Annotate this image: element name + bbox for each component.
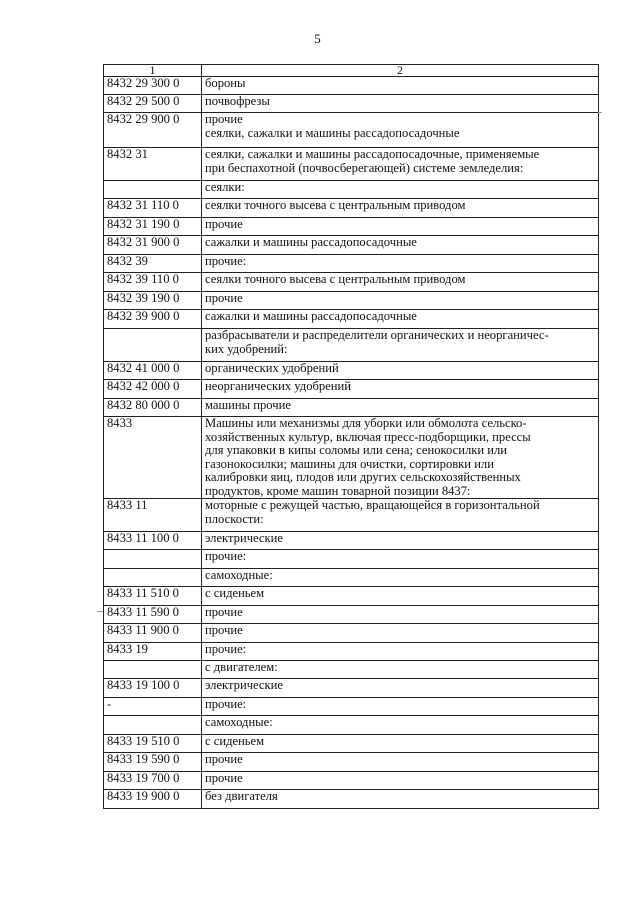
description-line: самоходные: <box>205 715 273 729</box>
description-line: сеялки, сажалки и машины рассадопосадочные <box>205 125 460 140</box>
table-body <box>104 77 599 809</box>
description-line: неорганических удобрений <box>205 379 352 393</box>
table-row <box>104 624 599 643</box>
table-row <box>104 772 599 790</box>
code-cell: 8433 <box>104 417 202 499</box>
description-line: прочие <box>205 752 243 766</box>
description-line: машины прочие <box>205 398 291 412</box>
description-cell <box>202 236 599 255</box>
description-line: прочие <box>205 771 243 785</box>
table-row <box>104 236 599 255</box>
description-line: самоходные: <box>205 568 273 582</box>
code-cell: 8432 31 110 0 <box>104 199 202 218</box>
description-line: с сиденьем <box>205 586 265 600</box>
description-cell <box>202 199 599 218</box>
scan-speck <box>598 112 602 113</box>
table-row <box>104 199 599 218</box>
table-row <box>104 218 599 236</box>
description-cell <box>202 698 599 716</box>
code-cell: 8433 19 100 0 <box>104 679 202 698</box>
code-cell: 8433 19 510 0 <box>104 735 202 753</box>
description-line: сажалки и машины рассадопосадочные <box>205 235 417 249</box>
description-cell <box>202 329 599 362</box>
description-line: органических удобрений <box>205 361 339 375</box>
description-cell <box>202 181 599 199</box>
table-row <box>104 532 599 550</box>
description-line: для упаковки в кипы соломы или сена; сенокосилки или <box>205 443 507 457</box>
table-row <box>104 292 599 310</box>
tariff-code-table <box>103 64 599 809</box>
table-row <box>104 679 599 698</box>
description-cell <box>202 772 599 790</box>
code-cell: 8432 80 000 0 <box>104 399 202 417</box>
description-cell <box>202 362 599 380</box>
table-row <box>104 399 599 417</box>
description-cell <box>202 735 599 753</box>
description-cell <box>202 417 599 499</box>
code-cell: 8433 11 <box>104 499 202 532</box>
description-cell <box>202 113 599 148</box>
code-cell <box>104 661 202 679</box>
description-cell <box>202 218 599 236</box>
description-line: электрические <box>205 678 283 692</box>
table-row <box>104 587 599 606</box>
table-row <box>104 95 599 113</box>
description-cell <box>202 399 599 417</box>
table-row <box>104 329 599 362</box>
description-line: прочие <box>205 605 243 619</box>
page-number: 5 <box>314 31 321 46</box>
code-cell: 8433 11 510 0 <box>104 587 202 606</box>
description-line: плоскости: <box>205 511 264 526</box>
description-line: сажалки и машины рассадопосадочные <box>205 309 417 323</box>
code-cell <box>104 569 202 587</box>
code-cell: 8432 39 190 0 <box>104 292 202 310</box>
table-row <box>104 181 599 199</box>
description-cell <box>202 587 599 606</box>
table-row <box>104 362 599 380</box>
table-row <box>104 569 599 587</box>
code-cell: 8432 29 300 0 <box>104 77 202 95</box>
description-cell <box>202 790 599 809</box>
code-cell: - <box>104 698 202 716</box>
description-line: моторные с режущей частью, вращающейся в горизонтальной <box>205 498 540 512</box>
table-row <box>104 661 599 679</box>
table-header-row <box>104 65 599 77</box>
table-row <box>104 753 599 772</box>
code-cell: 8432 31 900 0 <box>104 236 202 255</box>
description-cell <box>202 77 599 95</box>
description-line: прочие: <box>205 549 247 563</box>
code-cell: 8433 11 100 0 <box>104 532 202 550</box>
code-cell <box>104 329 202 362</box>
description-cell <box>202 753 599 772</box>
description-line: хозяйственных культур, включая пресс-подборщики, прессы <box>205 429 531 444</box>
description-cell <box>202 292 599 310</box>
table-row <box>104 606 599 624</box>
description-cell <box>202 148 599 181</box>
table-row <box>104 790 599 809</box>
description-cell <box>202 643 599 661</box>
description-cell <box>202 380 599 399</box>
description-line: Машины или механизмы для уборки или обмолота сельско- <box>205 416 527 430</box>
description-line: прочие <box>205 291 243 305</box>
table-row <box>104 148 599 181</box>
table-row <box>104 550 599 569</box>
description-line: продуктов, кроме машин товарной позиции 8437: <box>205 483 471 498</box>
description-cell <box>202 255 599 273</box>
code-cell <box>104 181 202 199</box>
code-cell: 8432 29 900 0 <box>104 113 202 148</box>
code-cell: 8432 39 900 0 <box>104 310 202 329</box>
description-line: прочие: <box>205 254 247 268</box>
code-cell: 8433 11 900 0 <box>104 624 202 643</box>
code-cell: 8432 29 500 0 <box>104 95 202 113</box>
table-row <box>104 310 599 329</box>
description-line: сеялки: <box>205 180 245 194</box>
code-cell: 8432 31 <box>104 148 202 181</box>
description-cell <box>202 606 599 624</box>
description-cell <box>202 532 599 550</box>
description-line: калибровки яиц, плодов или других сельскохозяйственных <box>205 470 521 484</box>
description-cell <box>202 273 599 292</box>
code-cell: 8433 19 700 0 <box>104 772 202 790</box>
code-cell: 8433 19 900 0 <box>104 790 202 809</box>
description-line: электрические <box>205 531 283 545</box>
table-row <box>104 417 599 499</box>
table-row <box>104 273 599 292</box>
description-line: ких удобрений: <box>205 341 288 356</box>
description-cell <box>202 310 599 329</box>
description-cell <box>202 499 599 532</box>
code-cell <box>104 550 202 569</box>
description-line: прочие: <box>205 697 247 711</box>
description-line: с сиденьем <box>205 734 265 748</box>
description-line: разбрасыватели и распределители органических и неорганичес- <box>205 328 549 342</box>
description-line: с двигателем: <box>205 660 278 674</box>
code-cell: 8432 42 000 0 <box>104 380 202 399</box>
description-cell <box>202 661 599 679</box>
table-row <box>104 698 599 716</box>
description-line: сеялки точного высева с центральным приводом <box>205 198 466 212</box>
description-line: газонокосилки; машины для очистки, сортировки или <box>205 456 494 471</box>
table-row <box>104 113 599 148</box>
description-cell <box>202 624 599 643</box>
description-line: при беспахотной (почвосберегающей) системе земледелия: <box>205 160 524 175</box>
description-line: прочие <box>205 217 243 231</box>
code-cell: 8433 19 <box>104 643 202 661</box>
column-header-description: 2 <box>202 65 599 77</box>
table-row <box>104 735 599 753</box>
description-line: без двигателя <box>205 789 278 803</box>
code-cell: 8433 11 590 0 <box>104 606 202 624</box>
description-line: прочие <box>205 623 243 637</box>
description-cell <box>202 716 599 735</box>
description-cell <box>202 679 599 698</box>
table-row <box>104 499 599 532</box>
description-line: бороны <box>205 76 246 90</box>
table-row <box>104 716 599 735</box>
table-row <box>104 643 599 661</box>
code-cell <box>104 716 202 735</box>
code-cell: 8432 39 110 0 <box>104 273 202 292</box>
description-line: сеялки, сажалки и машины рассадопосадочные, применяемые <box>205 147 540 161</box>
description-line: почвофрезы <box>205 94 270 108</box>
code-cell: 8432 31 190 0 <box>104 218 202 236</box>
column-header-code: 1 <box>104 65 202 77</box>
code-cell: 8432 39 <box>104 255 202 273</box>
description-cell <box>202 569 599 587</box>
description-line: прочие: <box>205 642 247 656</box>
description-line: прочие <box>205 112 243 126</box>
table-row <box>104 255 599 273</box>
code-cell: 8432 41 000 0 <box>104 362 202 380</box>
table-row <box>104 380 599 399</box>
table-row <box>104 77 599 95</box>
description-cell <box>202 550 599 569</box>
scan-speck <box>97 611 103 612</box>
description-line: сеялки точного высева с центральным приводом <box>205 272 466 286</box>
description-cell <box>202 95 599 113</box>
code-cell: 8433 19 590 0 <box>104 753 202 772</box>
